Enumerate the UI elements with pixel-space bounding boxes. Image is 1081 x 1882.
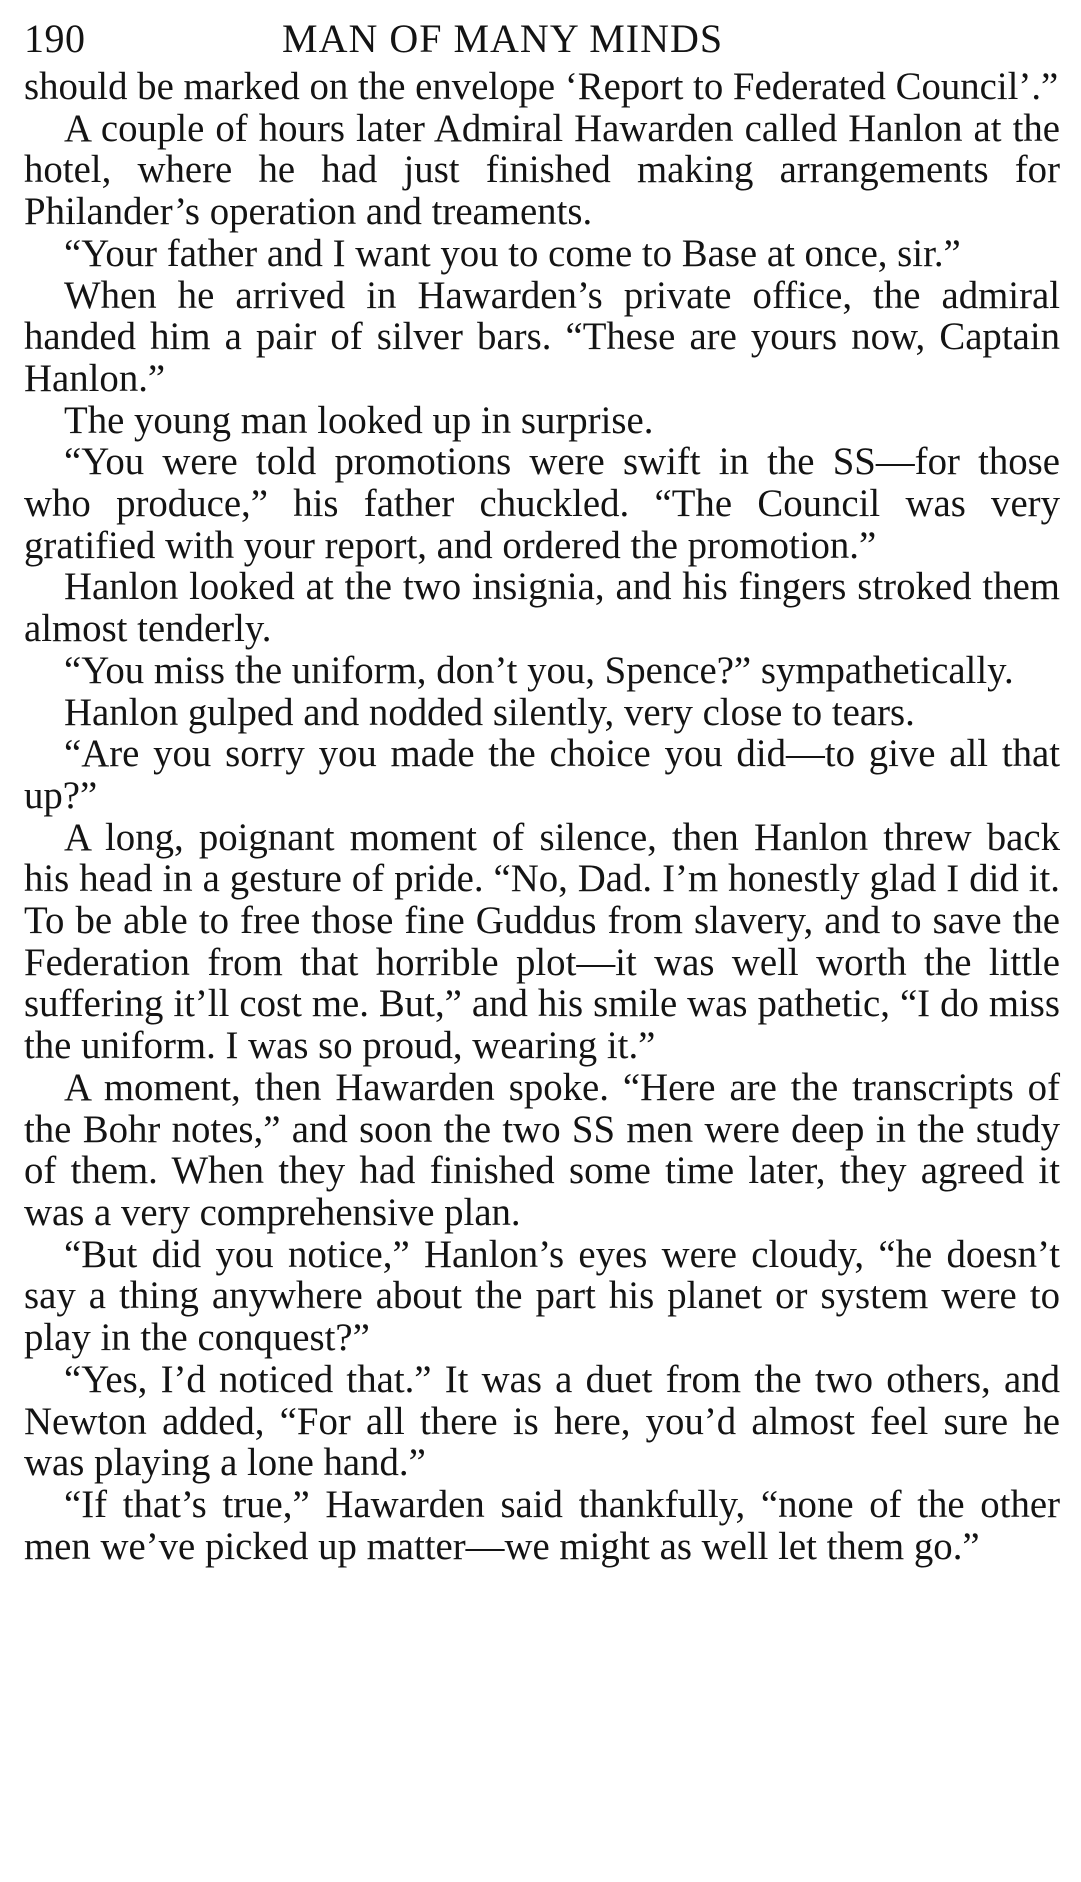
paragraph: “Yes, I’d noticed that.” It was a duet from the two others, and Newton added, “For all there is here, you’d almost feel sure he was playing a lone hand.”	[24, 1357, 1060, 1485]
running-head	[24, 14, 1060, 64]
paragraph: “Your father and I want you to come to Base at once, sir.”	[64, 231, 961, 275]
paragraph: Hanlon gulped and nodded silently, very close to tears.	[64, 690, 915, 734]
paragraph-continued: should be marked on the envelope ‘Report to Federated Council’.”	[24, 65, 1059, 108]
paragraph: When he arrived in Hawarden’s private office, the admiral handed him a pair of silver bars. “These are yours now, Captain Hanlon.”	[24, 273, 1060, 400]
paragraph: “Are you sorry you made the choice you did—to give all that up?”	[24, 732, 1060, 817]
paragraph: “If that’s true,” Hawarden said thankfully, “none of the other men we’ve picked up matter—we might as well let them go.”	[24, 1482, 1060, 1568]
body-text	[24, 66, 1060, 1567]
page-number: 190	[24, 16, 86, 61]
paragraph: Hanlon looked at the two insignia, and his fingers stroked them almost tenderly.	[24, 565, 1060, 651]
paragraph: “You miss the uniform, don’t you, Spence?” sympathetically.	[64, 648, 1014, 692]
running-title: MAN OF MANY MINDS	[282, 16, 724, 61]
paragraph: A couple of hours later Admiral Hawarden called Hanlon at the hotel, where he had just finished making arrangements for Philander’s operation and treaments.	[24, 106, 1060, 234]
paragraph: A moment, then Hawarden spoke. “Here are the transcripts of the Bohr notes,” and soon the two SS men were deep in the study of them. When they had finished some time later, they agreed it was a very comprehensive plan.	[24, 1065, 1060, 1234]
book-page	[24, 14, 1060, 1567]
paragraph: “You were told promotions were swift in the SS—for those who produce,” his father chuckled. “The Council was very gratified with your report, and ordered the promotion.”	[24, 440, 1060, 567]
paragraph: “But did you notice,” Hanlon’s eyes were cloudy, “he doesn’t say a thing anywhere about the part his planet or system were to play in the conquest?”	[24, 1232, 1060, 1360]
paragraph: A long, poignant moment of silence, then Hanlon threw back his head in a gesture of pride. “No, Dad. I’m honestly glad I did it. To be able to free those fine Guddus from slavery, and to save the Federation from that horrible plot—it was well worth the little suffering it’ll cost me. But,” and his smile was pathetic, “I do miss the uniform. I was so proud, wearing it.”	[24, 815, 1060, 1068]
paragraph: The young man looked up in surprise.	[64, 398, 654, 442]
